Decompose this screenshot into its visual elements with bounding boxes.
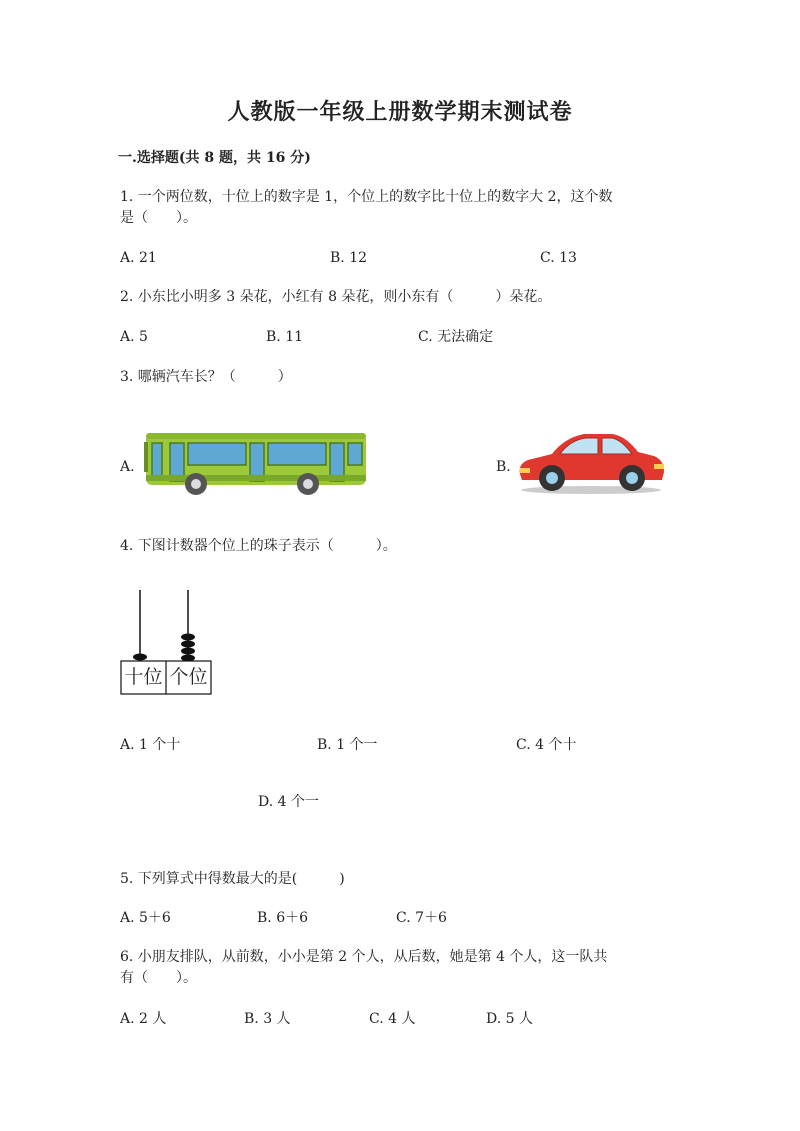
q4-option-d: D. 4 个一 bbox=[258, 794, 319, 810]
q6-option-d: D. 5 人 bbox=[486, 1011, 533, 1027]
q2-option-a: A. 5 bbox=[120, 329, 148, 345]
car-image bbox=[514, 428, 668, 496]
q1-option-b: B. 12 bbox=[330, 250, 368, 266]
bus-image bbox=[140, 428, 372, 498]
tens-bead bbox=[133, 654, 147, 661]
question-6-text-cont: 有（ ）。 bbox=[120, 970, 197, 986]
question-4-text: 4. 下图计数器个位上的珠子表示（ ）。 bbox=[120, 538, 397, 554]
q4-option-c: C. 4 个十 bbox=[516, 737, 577, 753]
q6-option-c: C. 4 人 bbox=[369, 1011, 416, 1027]
q3-option-a: A. bbox=[120, 459, 135, 475]
abacus-ones-label: 个位 bbox=[169, 666, 208, 688]
page-title: 人教版一年级上册数学期末测试卷 bbox=[227, 99, 573, 125]
q6-option-a: A. 2 人 bbox=[120, 1011, 167, 1027]
abacus-tens-label: 十位 bbox=[124, 666, 163, 688]
q1-option-a: A. 21 bbox=[120, 250, 157, 266]
q3-option-b: B. bbox=[496, 459, 511, 475]
question-6-text: 6. 小朋友排队，从前数，小小是第 2 个人，从后数，她是第 4 个人，这一队共 bbox=[120, 949, 608, 965]
q5-option-b: B. 6＋6 bbox=[257, 910, 309, 926]
q4-option-a: A. 1 个十 bbox=[120, 737, 181, 753]
q2-option-c: C. 无法确定 bbox=[418, 329, 494, 345]
q4-option-b: B. 1 个一 bbox=[317, 737, 378, 753]
question-5-text: 5. 下列算式中得数最大的是( ) bbox=[120, 871, 345, 887]
question-1-text-cont: 是（ ）。 bbox=[120, 210, 197, 226]
ones-bead bbox=[181, 641, 195, 648]
q1-option-c: C. 13 bbox=[540, 250, 577, 266]
q5-option-c: C. 7＋6 bbox=[396, 910, 447, 926]
q2-option-b: B. 11 bbox=[266, 329, 304, 345]
q6-option-b: B. 3 人 bbox=[244, 1011, 291, 1027]
question-1-text: 1. 一个两位数，十位上的数字是 1，个位上的数字比十位上的数字大 2，这个数 bbox=[120, 189, 613, 205]
question-3-text: 3. 哪辆汽车长？（ ） bbox=[120, 369, 292, 385]
question-2-text: 2. 小东比小明多 3 朵花，小红有 8 朵花，则小东有（ ）朵花。 bbox=[120, 289, 552, 305]
ones-bead bbox=[181, 634, 195, 641]
section-heading: 一.选择题(共 8 题，共 16 分) bbox=[118, 150, 311, 166]
ones-bead bbox=[181, 648, 195, 655]
q5-option-a: A. 5＋6 bbox=[120, 910, 171, 926]
